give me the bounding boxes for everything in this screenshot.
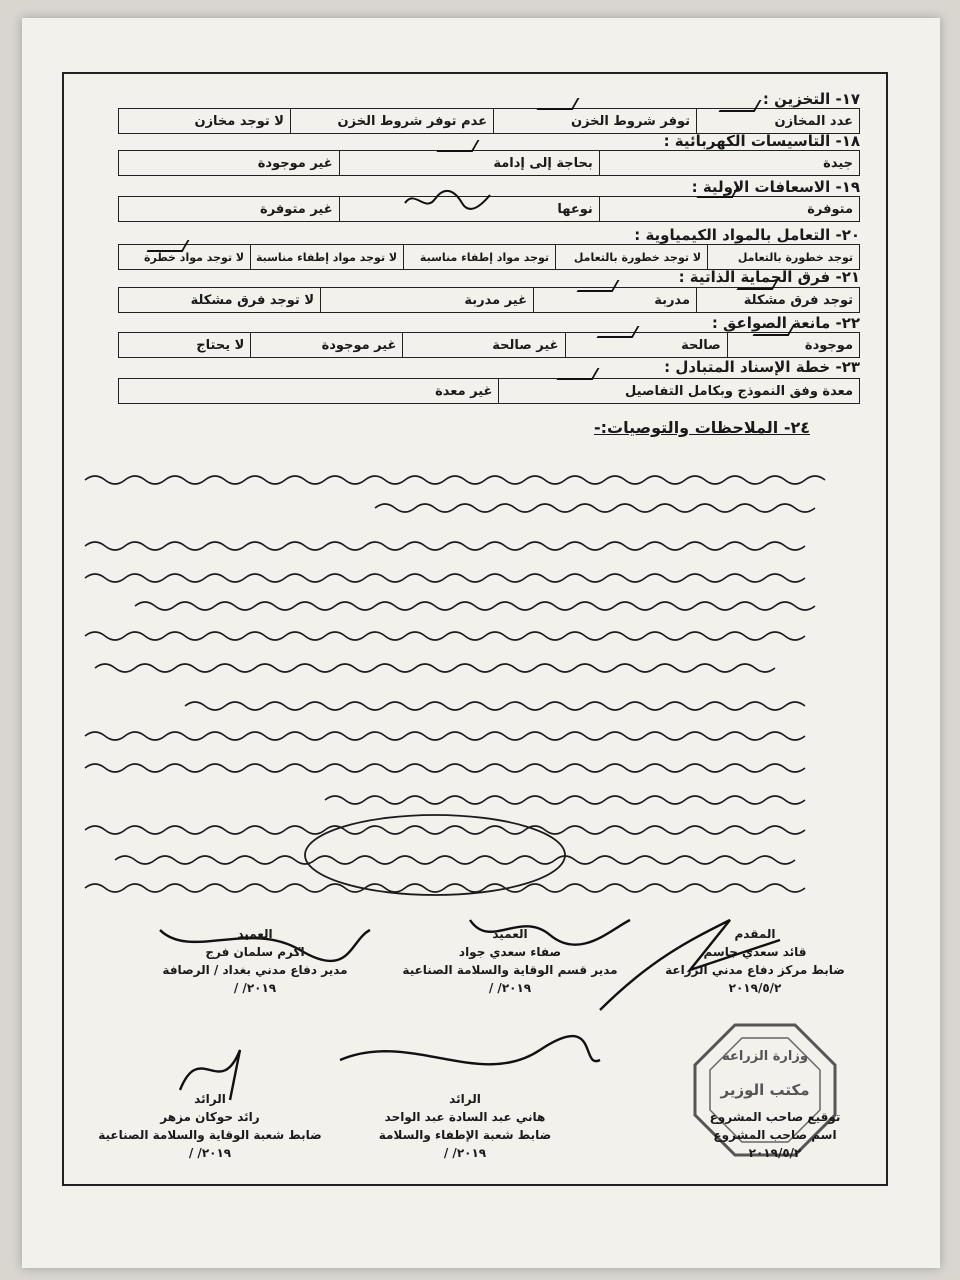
title: ضابط شعبة الإطفاء والسلامة xyxy=(378,1128,552,1142)
cell: توفر شروط الخزن xyxy=(493,109,696,133)
check-mark xyxy=(697,186,740,198)
cell: توجد مواد إطفاء مناسبة xyxy=(403,245,555,269)
date: ٢٠١٩/٥/٢ xyxy=(748,1146,802,1160)
title: ضابط شعبة الوقاية والسلامة الصناعية xyxy=(98,1128,322,1142)
name: رائد حوكان مزهر xyxy=(160,1110,260,1124)
cell: مدربة xyxy=(533,288,696,312)
name: قائد سعدي جاسم xyxy=(703,945,807,959)
check-mark xyxy=(597,326,640,338)
cell: صالحة xyxy=(565,333,727,357)
date: ٢٠١٩/ / xyxy=(443,1146,487,1160)
signature-block-5 xyxy=(350,1090,580,1162)
date: ٢٠١٩/٥/٢ xyxy=(728,981,782,995)
signature-block-1 xyxy=(150,925,360,997)
owner-name-label: اسم صاحب المشروع xyxy=(713,1128,837,1142)
handwritten-remarks xyxy=(75,450,855,920)
handwritten-type-note xyxy=(400,185,495,215)
title: مدير قسم الوقاية والسلامة الصناعية xyxy=(402,963,618,977)
rank: الرائد xyxy=(449,1092,481,1106)
cell: توجد خطورة بالتعامل xyxy=(707,245,859,269)
cell: غير متوفرة xyxy=(260,201,333,217)
section-18-title: ١٨- التاسيسات الكهربائية : xyxy=(663,132,860,150)
section-23-title: ٢٣- خطة الإسناد المتبادل : xyxy=(664,358,860,376)
title: ضابط مركز دفاع مدني الزراعة xyxy=(665,963,845,977)
cell: لا توجد خطورة بالتعامل xyxy=(555,245,707,269)
section-21-row xyxy=(118,287,860,313)
section-22-title: ٢٢- مانعة الصواعق : xyxy=(711,314,860,332)
stamp-line-1: وزارة الزراعة xyxy=(722,1049,808,1064)
cell: غير موجودة xyxy=(257,155,333,171)
check-mark xyxy=(147,240,190,252)
cell: غير مدربة xyxy=(320,288,533,312)
section-22-row xyxy=(118,332,860,358)
check-mark xyxy=(557,368,600,380)
check-mark xyxy=(737,278,780,290)
cell: توجد فرق مشكلة xyxy=(696,288,859,312)
name: هاني عبد السادة عبد الواحد xyxy=(384,1110,546,1124)
cell: جيدة xyxy=(599,151,859,175)
stamp-line-2: مكتب الوزير xyxy=(720,1081,810,1099)
section-20-title: ٢٠- التعامل بالمواد الكيمياوية : xyxy=(634,226,860,244)
date: ٢٠١٩/ / xyxy=(188,1146,232,1160)
owner-signature-label: توقيع صاحب المشروع xyxy=(709,1110,841,1124)
cell: لا يحتاج xyxy=(196,337,245,353)
section-20-row xyxy=(118,244,860,270)
cell: لا توجد مواد إطفاء مناسبة xyxy=(250,245,403,269)
rank: الرائد xyxy=(194,1092,226,1106)
rank: المقدم xyxy=(734,927,776,941)
section-19-title: ١٩- الاسعافات الاولية : xyxy=(691,178,860,196)
section-23-row xyxy=(118,378,860,404)
cell: عدد المخازن xyxy=(696,109,859,133)
cell: معدة وفق النموذج وبكامل التفاصيل xyxy=(498,379,859,403)
signature-block-3 xyxy=(650,925,860,997)
cell: متوفرة xyxy=(599,197,859,221)
rank: العميد xyxy=(492,927,528,941)
check-mark xyxy=(753,324,796,336)
cell: غير صالحة xyxy=(402,333,564,357)
cell: عدم توفر شروط الخزن xyxy=(290,109,493,133)
signature-block-4 xyxy=(80,1090,340,1162)
rank: العميد xyxy=(237,927,273,941)
check-mark xyxy=(719,100,762,112)
section-21-title: ٢١- فرق الحماية الذاتية : xyxy=(678,268,860,286)
name: اكرم سلمان فرج xyxy=(205,945,305,959)
date: ٢٠١٩/ / xyxy=(488,981,532,995)
cell: بحاجة إلى إدامة xyxy=(339,151,599,175)
section-17-title: ١٧- التخزين : xyxy=(762,90,860,108)
cell: لا توجد مواد خطرة xyxy=(144,250,245,264)
cell: موجودة xyxy=(727,333,859,357)
remarks-title: ٢٤- الملاحظات والتوصيات:- xyxy=(594,418,810,437)
cell: لا توجد مخازن xyxy=(194,113,284,129)
signature-block-2 xyxy=(390,925,630,997)
date: ٢٠١٩/ / xyxy=(233,981,277,995)
check-mark xyxy=(437,140,480,152)
check-mark xyxy=(537,98,580,110)
name: صفاء سعدي جواد xyxy=(458,945,562,959)
cell: لا توجد فرق مشكلة xyxy=(190,292,314,308)
section-18-row xyxy=(118,150,860,176)
cell: نوعها xyxy=(339,197,599,221)
check-mark xyxy=(577,280,620,292)
signature-block-6 xyxy=(700,1108,850,1162)
cell: غير معدة xyxy=(435,383,493,399)
title: مدير دفاع مدني بغداد / الرصافة xyxy=(162,963,348,977)
cell: غير موجودة xyxy=(250,333,402,357)
